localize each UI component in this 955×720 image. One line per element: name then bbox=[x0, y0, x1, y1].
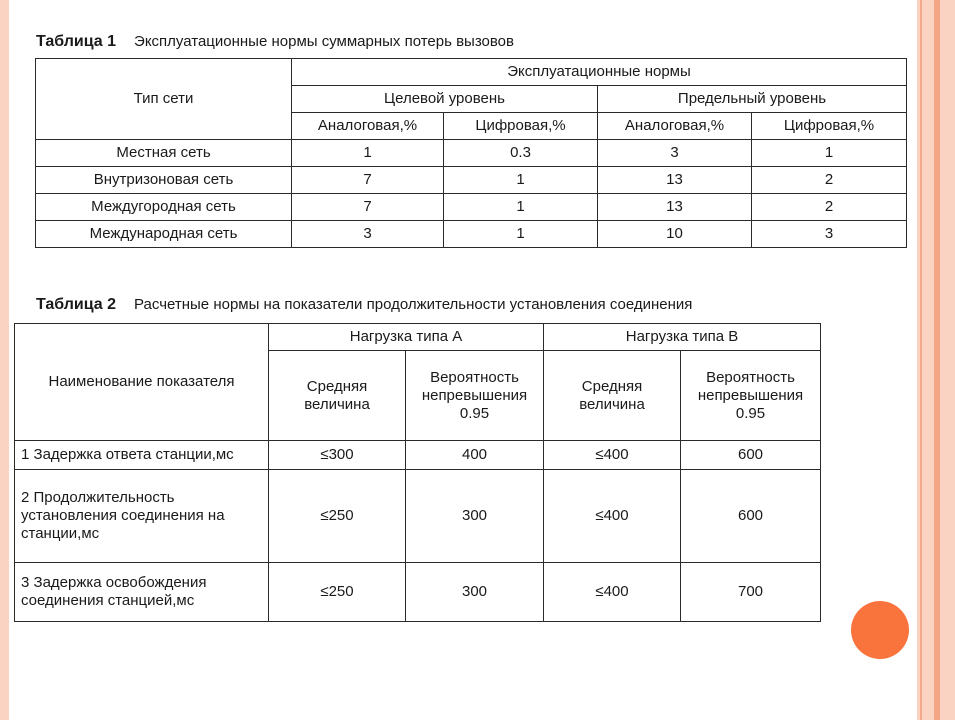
table1-title: Эксплуатационные нормы суммарных потерь вызовов bbox=[134, 33, 514, 50]
table-row bbox=[36, 194, 907, 221]
table-cell: 3 bbox=[292, 221, 444, 248]
table-cell: 600 bbox=[681, 470, 821, 563]
table2-connection-norms bbox=[14, 323, 821, 622]
header-target-digital: Цифровая,% bbox=[444, 113, 598, 140]
table-cell: 7 bbox=[292, 167, 444, 194]
table-cell: 300 bbox=[406, 563, 544, 622]
table-cell: 2 bbox=[752, 167, 907, 194]
table-cell: ≤300 bbox=[269, 441, 406, 470]
indicator-name: 2 Продолжительность установления соединения на станции,мс bbox=[15, 470, 269, 563]
table-row bbox=[15, 470, 821, 563]
table-cell: 7 bbox=[292, 194, 444, 221]
table-cell: 1 bbox=[444, 221, 598, 248]
indicator-name: 1 Задержка ответа станции,мс bbox=[15, 441, 269, 470]
table-cell: 3 bbox=[752, 221, 907, 248]
table2-title: Расчетные нормы на показатели продолжительности установления соединения bbox=[134, 296, 693, 313]
table2-number: Таблица 2 bbox=[36, 296, 117, 313]
table-cell: 2 bbox=[752, 194, 907, 221]
table-row bbox=[36, 140, 907, 167]
network-name: Междугородная сеть bbox=[36, 194, 292, 221]
header-operational-norms: Эксплуатационные нормы bbox=[292, 59, 907, 86]
table-cell: 700 bbox=[681, 563, 821, 622]
right-decor-line bbox=[920, 0, 922, 720]
header-limit-digital: Цифровая,% bbox=[752, 113, 907, 140]
table2-caption bbox=[36, 296, 692, 314]
table-cell: 400 bbox=[406, 441, 544, 470]
table-cell: 1 bbox=[752, 140, 907, 167]
table-cell: 10 bbox=[598, 221, 752, 248]
table-row bbox=[15, 563, 821, 622]
header-b-probability: Вероятность непревышения 0.95 bbox=[681, 351, 821, 441]
table-cell: 300 bbox=[406, 470, 544, 563]
table-cell: 1 bbox=[292, 140, 444, 167]
header-b-mean: Средняя величина bbox=[544, 351, 681, 441]
table-cell: ≤250 bbox=[269, 563, 406, 622]
table1-number: Таблица 1 bbox=[36, 33, 117, 50]
table-cell: ≤250 bbox=[269, 470, 406, 563]
table-cell: 0.3 bbox=[444, 140, 598, 167]
table-cell: ≤400 bbox=[544, 441, 681, 470]
header-network-type: Тип сети bbox=[36, 59, 292, 140]
header-indicator-name: Наименование показателя bbox=[15, 324, 269, 441]
left-decor-bar bbox=[0, 0, 9, 720]
table-row bbox=[15, 441, 821, 470]
network-name: Местная сеть bbox=[36, 140, 292, 167]
table-cell: 1 bbox=[444, 167, 598, 194]
header-load-b: Нагрузка типа В bbox=[544, 324, 821, 351]
header-load-a: Нагрузка типа А bbox=[269, 324, 544, 351]
table-row bbox=[36, 167, 907, 194]
header-limit-level: Предельный уровень bbox=[598, 86, 907, 113]
table-row bbox=[36, 221, 907, 248]
table-cell: 1 bbox=[444, 194, 598, 221]
table1-loss-norms bbox=[35, 58, 907, 248]
indicator-name: 3 Задержка освобождения соединения станцией,мс bbox=[15, 563, 269, 622]
table-cell: ≤400 bbox=[544, 470, 681, 563]
right-decor-stripe bbox=[934, 0, 940, 720]
table1-caption bbox=[36, 33, 514, 51]
table-cell: 600 bbox=[681, 441, 821, 470]
table-cell: 13 bbox=[598, 167, 752, 194]
table-cell: ≤400 bbox=[544, 563, 681, 622]
table-cell: 13 bbox=[598, 194, 752, 221]
header-target-level: Целевой уровень bbox=[292, 86, 598, 113]
network-name: Международная сеть bbox=[36, 221, 292, 248]
header-target-analog: Аналоговая,% bbox=[292, 113, 444, 140]
header-limit-analog: Аналоговая,% bbox=[598, 113, 752, 140]
network-name: Внутризоновая сеть bbox=[36, 167, 292, 194]
header-a-mean: Средняя величина bbox=[269, 351, 406, 441]
table-cell: 3 bbox=[598, 140, 752, 167]
header-a-probability: Вероятность непревышения 0.95 bbox=[406, 351, 544, 441]
orange-dot-decoration bbox=[851, 601, 909, 659]
